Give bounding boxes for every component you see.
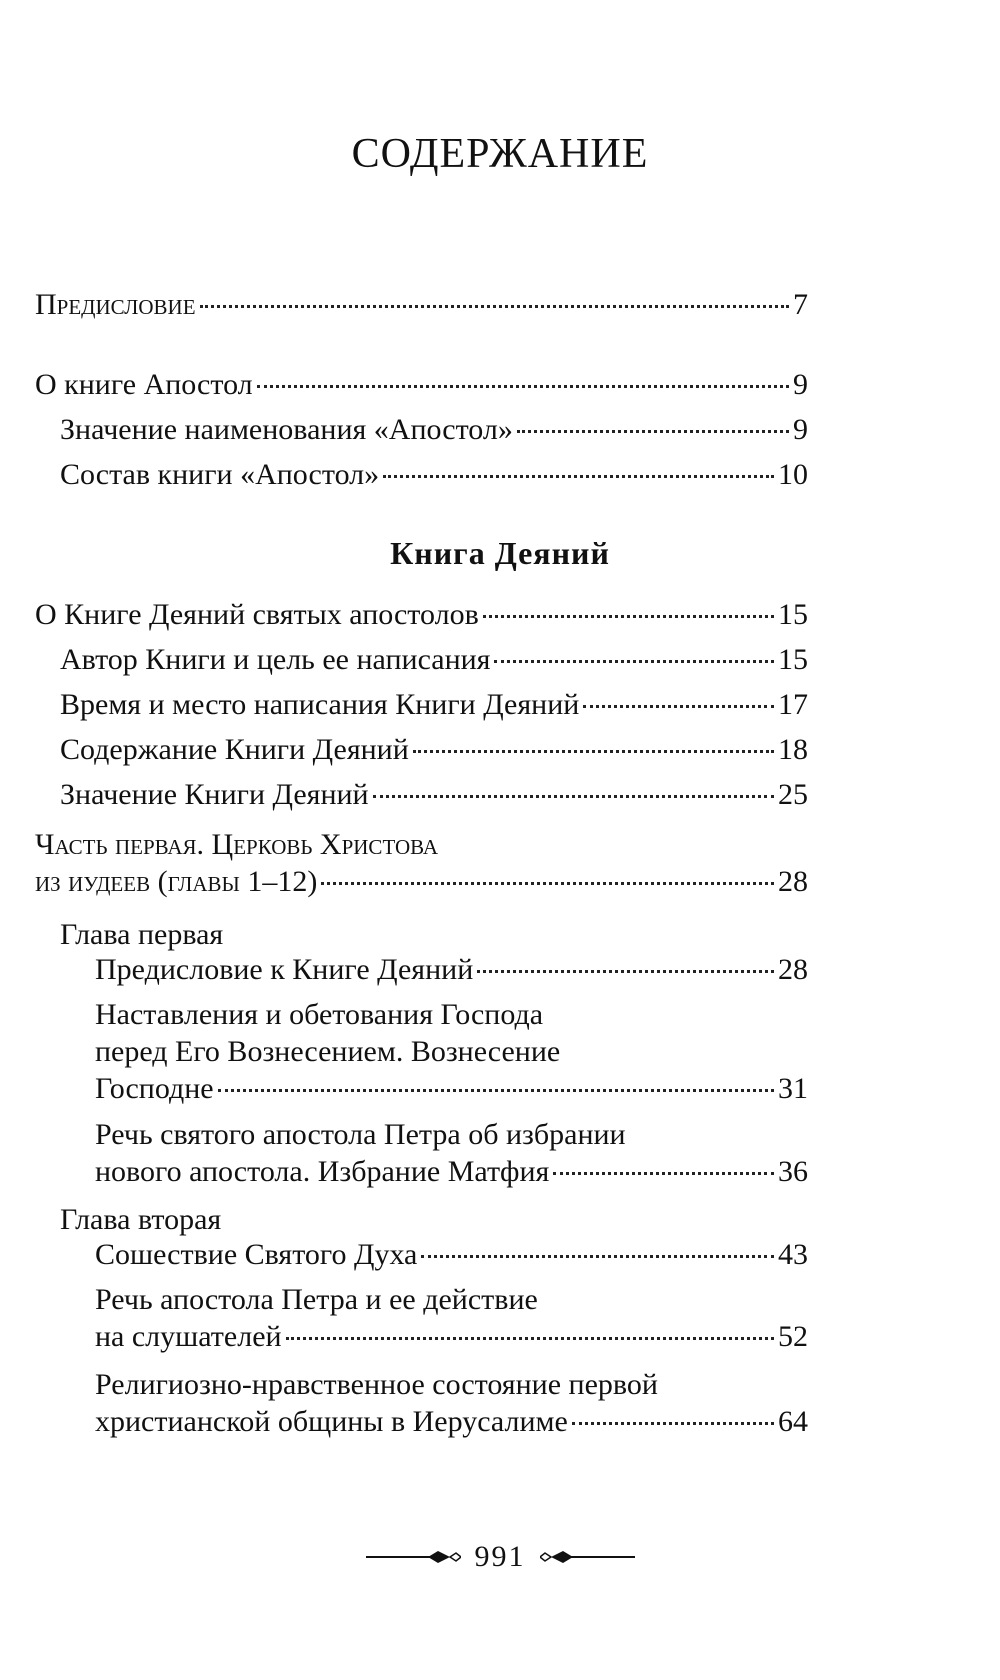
dot-leader [494,660,774,663]
toc-entry-title: Значение Книги Деяний [60,778,369,811]
toc-page-number: 9 [793,368,808,401]
page-footer [0,1540,1000,1574]
toc-entry-title: О книге Апостол [35,368,253,401]
right-ornament-icon [540,1547,635,1567]
dot-leader [421,1255,774,1258]
toc-entry-title: Речь апостола Петра и ее действие [95,1283,538,1316]
toc-entry-title: Состав книги «Апостол» [60,458,380,491]
toc-entry-title: Значение наименования «Апостол» [60,413,513,446]
toc-entry-title: перед Его Вознесением. Вознесение [95,1035,561,1068]
toc-page-number: 64 [778,1405,808,1438]
dot-leader [553,1172,774,1175]
toc-page-number: 17 [778,688,808,721]
toc-entry-title: Часть первая. Церковь Христова [35,828,439,861]
toc-page-number: 7 [793,288,808,321]
dot-leader [200,305,789,308]
toc-page-number: 28 [778,865,808,898]
toc-page-number: 31 [778,1072,808,1105]
toc-page-number: 15 [778,643,808,676]
dot-leader [517,430,789,433]
toc-entry-title: Религиозно-нравственное состояние первой [95,1368,658,1401]
toc-entry-title: из иудеев (главы 1–12) [35,865,318,898]
dot-leader [257,385,789,388]
dot-leader [218,1089,774,1092]
toc-entry-title: Содержание Книги Деяний [60,733,409,766]
dot-leader [286,1337,774,1340]
dot-leader [373,795,774,798]
toc-entry-title: на слушателей [95,1320,282,1353]
toc-page-number: 18 [778,733,808,766]
dot-leader [483,615,774,618]
toc-page-number: 9 [793,413,808,446]
toc-page-number: 15 [778,598,808,631]
toc-entry-title: Автор Книги и цель ее написания [60,643,491,676]
toc-page-number: 10 [778,458,808,491]
toc-entry-title: Предисловие [35,288,196,321]
toc-page-number: 43 [778,1238,808,1271]
dot-leader [413,750,774,753]
toc-page-number: 28 [778,953,808,986]
page-title: СОДЕРЖАНИЕ [351,131,649,177]
toc-entry-title: Время и место написания Книги Деяний [60,688,580,721]
toc-entry-title: нового апостола. Избрание Матфия [95,1155,550,1188]
toc-entry-title: Глава вторая [60,1203,222,1236]
toc-page-number: 25 [778,778,808,811]
toc-entry-title: Предисловие к Книге Деяний [95,953,474,986]
section-heading: Книга Деяний [390,535,610,571]
toc-entry-title: христианской общины в Иерусалиме [95,1405,568,1438]
toc-entry-title: О Книге Деяний святых апостолов [35,598,479,631]
toc-entry-title: Наставления и обетования Господа [95,998,544,1031]
dot-leader [321,882,774,885]
toc-page-number: 36 [778,1155,808,1188]
dot-leader [583,705,774,708]
toc-entry-title: Речь святого апостола Петра об избрании [95,1118,626,1151]
toc-page-number: 52 [778,1320,808,1353]
toc-entry-title: Господне [95,1072,214,1105]
dot-leader [572,1422,774,1425]
dot-leader [477,970,774,973]
dot-leader [383,475,774,478]
toc-entry-title: Сошествие Святого Духа [95,1238,418,1271]
toc-entry-title: Глава первая [60,918,224,951]
left-ornament-icon [366,1547,461,1567]
page-number: 991 [474,1540,526,1573]
